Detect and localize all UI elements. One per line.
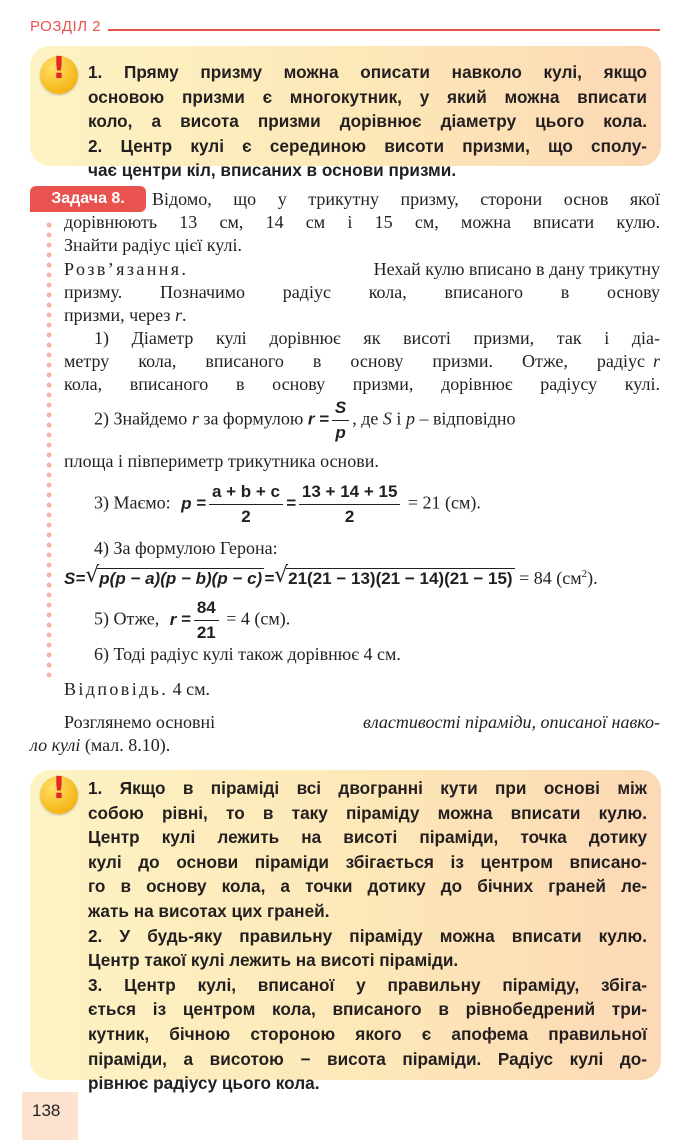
property-box-pyramid — [30, 770, 661, 1094]
step3-result: = 21 (см). — [407, 492, 481, 513]
box2-line: 2. У будь-яку правильну піраміду можна вписати кулю. — [88, 925, 647, 946]
answer-label: Відповідь. — [64, 679, 169, 699]
paragraph-italic: ло кулі — [30, 735, 81, 755]
step1-text: метру кола, вписаного в основу призми. Отже, радіус — [64, 351, 645, 371]
box2-line: кутник, бічною стороною якого є апофема правильної — [88, 1023, 647, 1044]
radicand: 21(21 − 13)(21 − 14)(21 − 15) — [288, 569, 513, 588]
task-statement-line: Відомо, що у трикутну призму, сторони основ якої — [152, 189, 660, 209]
solution-line — [64, 304, 187, 327]
box1-line: основою призми є многокутник, у який можна вписати — [88, 86, 647, 107]
frac-num: 84 — [194, 598, 219, 621]
step2-text: 2) Знайдемо — [94, 408, 188, 429]
box2-line: 1. Якщо в піраміді всі двогранні кути при основі між — [88, 778, 647, 798]
property-box-prism — [30, 46, 661, 181]
box2-line: собою рівні, то в таку піраміду можна вписати кулю. — [88, 802, 647, 823]
box2-line: 3. Центр кулі, вписаної у правильну піраміду, збіга- — [88, 974, 647, 995]
paragraph-line — [30, 734, 170, 757]
task-statement-line: Знайти радіус цієї кулі. — [64, 235, 242, 255]
var-r: r — [652, 351, 660, 371]
answer-value: 4 см. — [172, 679, 211, 699]
step4-end: ). — [587, 568, 598, 588]
step2-text: за формулою — [203, 408, 304, 429]
step4-line: 4) За формулою Герона: — [94, 538, 278, 558]
step5-result: = 4 (см). — [226, 608, 291, 629]
box2-line: рівнює радіусу цього кола. — [88, 1073, 320, 1094]
answer-line — [64, 678, 210, 701]
box2-line: ється із центром кола, вписаного в рівнобедрений три- — [88, 999, 647, 1020]
frac-den: p — [335, 423, 346, 442]
task-badge: Задача 8. — [30, 186, 146, 212]
var-r: r — [175, 305, 183, 325]
frac-num: 13 + 14 + 15 — [299, 482, 400, 505]
var-p: p — [405, 408, 415, 429]
step5-label: 5) Отже, — [94, 608, 160, 629]
page-number: 138 — [32, 1101, 61, 1120]
var-S: S — [382, 408, 392, 429]
frac-den: 2 — [241, 507, 251, 526]
box1-line: 2. Центр кулі є серединою висоти призми, що сполу- — [88, 135, 647, 156]
step3-label: 3) Маємо: — [94, 492, 171, 513]
step2-text: , де — [352, 408, 379, 429]
paragraph-text: Розглянемо основні — [64, 712, 216, 732]
exclamation-icon — [40, 56, 78, 94]
step3-line: 3) Маємо: p = $\frac{a + b + c}{2}$ = $\frac{13 + 14 + 15}{2}$ = 21 (см). — [94, 482, 481, 526]
formula-r: r — [307, 409, 315, 429]
step2-line: 2) Знайдемо r за формулою r = $\frac{S}{p}$ , де S і p – відповідно — [94, 398, 516, 442]
fraction-s-over-p — [332, 398, 349, 443]
solution-label: Розв’язання. — [64, 259, 189, 279]
frac-den: 2 — [344, 507, 355, 526]
task-statement-line: дорівнюють 13 см, 14 см і 15 см, можна вписати кулю. — [64, 212, 660, 232]
step2-text: і — [396, 408, 402, 429]
fraction-abc — [209, 482, 283, 527]
heron-formula: S= √ p(p − a)(p − b)(p − c) = √ 21(21 − 13)(21 − 14)(21 − 15) = 84 $(см^2)$. — [64, 563, 598, 588]
box2-line: Центр такої кулі лежить на висоті піраміди. — [88, 950, 459, 971]
solution-intro: Нехай кулю вписано в дану трикутну — [373, 259, 660, 279]
radicand: p(p − a)(p − b)(p − c) — [99, 569, 263, 588]
formula-S: S — [64, 569, 76, 588]
box2-line: піраміди, а висотою − висота піраміди. Радіус кулі до- — [88, 1048, 647, 1069]
header-rule — [108, 29, 660, 31]
solution-line — [64, 258, 660, 281]
fraction-84-21 — [194, 598, 219, 643]
box1-line: 1. Пряму призму можна описати навколо кулі, якщо — [88, 62, 647, 82]
task-dotted-margin — [46, 220, 52, 680]
sqrt-numeric: √ 21(21 − 13)(21 − 14)(21 − 15) — [274, 563, 513, 588]
frac-den: 21 — [196, 623, 216, 642]
page-number-tab — [22, 1092, 78, 1140]
solution-intro-end: призми, через — [64, 305, 171, 325]
fraction-values — [299, 482, 400, 527]
step1-line: кола, вписаного в основу призми, дорівнює радіусу кулі. — [64, 374, 660, 394]
box2-line: кулі до основи піраміди збігається із центром вписано- — [88, 851, 647, 872]
exclamation-icon — [40, 776, 78, 814]
frac-num: a + b + c — [209, 482, 283, 505]
box1-line: чає центри кіл, вписаних в основи призми. — [88, 160, 457, 181]
paragraph-text: (мал. 8.10). — [84, 735, 171, 755]
step2-text: – відповідно — [419, 408, 516, 429]
step1-line — [64, 350, 660, 373]
step1-line: 1) Діаметр кулі дорівнює як висоті призми, так і діа- — [94, 328, 660, 348]
var-r: r — [191, 408, 199, 429]
frac-num: S — [332, 398, 349, 421]
section-label: РОЗДІЛ 2 — [30, 18, 102, 35]
box2-line: го в основу кола, а точки дотику до бічних граней ле- — [88, 876, 647, 897]
step6-line: 6) Тоді радіус кулі також дорівнює 4 см. — [94, 644, 401, 664]
superscript: 2 — [581, 568, 588, 580]
step2-line: площа і півпериметр трикутника основи. — [64, 451, 379, 471]
sqrt-symbolic: √ p(p − a)(p − b)(p − c) — [85, 563, 263, 588]
paragraph-line — [64, 711, 660, 734]
step5-line: 5) Отже, r = $\frac{84}{21}$ = 4 (см). — [94, 598, 291, 642]
step4-result: = 84 (см — [519, 568, 582, 588]
formula-p: p — [181, 493, 192, 513]
box2-line: жать на висотах цих граней. — [88, 900, 330, 921]
box2-line: Центр кулі лежить на висоті піраміди, точка дотику — [88, 827, 647, 848]
formula-r: r — [169, 609, 177, 629]
box1-line: коло, а висота призми дорівнює діаметру цього кола. — [88, 111, 647, 132]
solution-line: призму. Позначимо радіус кола, вписаного в основу — [64, 282, 660, 302]
paragraph-italic: властивості піраміди, описаної навко- — [363, 712, 660, 732]
period: . — [182, 305, 187, 325]
